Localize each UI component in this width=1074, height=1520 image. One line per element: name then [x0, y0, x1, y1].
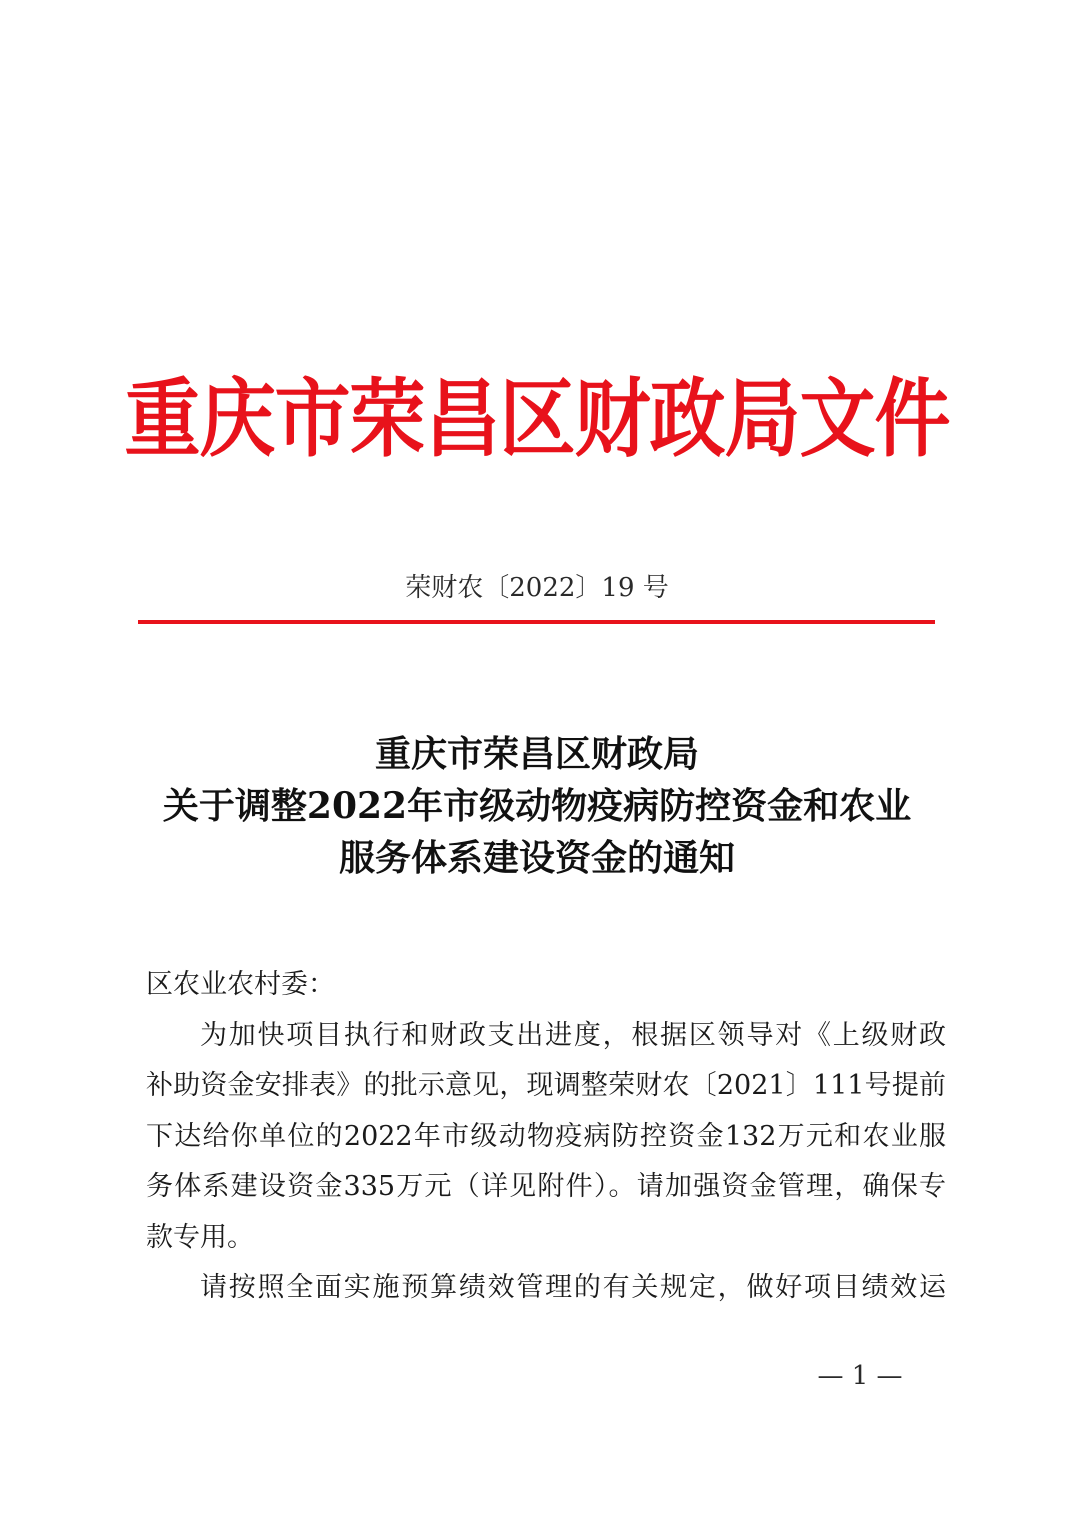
paragraph-line: 务体系建设资金335万元（详见附件）。请加强资金管理，确保专: [146, 1171, 946, 1202]
notice-title-line: 服务体系建设资金的通知: [338, 837, 735, 879]
paragraph-line: 款专用。: [146, 1221, 254, 1253]
paragraph-line: 补助资金安排表》的批示意见，现调整荣财农〔2021〕111号提前: [146, 1070, 946, 1101]
paragraph-1: [146, 1011, 946, 1264]
notice-title-line: 关于调整2022年市级动物疫病防控资金和农业: [162, 785, 912, 827]
red-separator-line: [138, 620, 935, 624]
notice-title-line: 重庆市荣昌区财政局: [374, 733, 699, 775]
salutation: 区农业农村委：: [146, 969, 335, 1000]
paragraph-2: [146, 1263, 946, 1314]
notice-title: [100, 728, 974, 884]
paragraph-line: 请按照全面实施预算绩效管理的有关规定，做好项目绩效运: [200, 1272, 946, 1303]
document-body: [146, 960, 946, 1314]
page-number: — 1 —: [817, 1361, 903, 1391]
document-number: 荣财农〔2022〕19 号: [405, 573, 669, 603]
paragraph-line: 为加快项目执行和财政支出进度，根据区领导对《上级财政: [200, 1019, 946, 1051]
paragraph-line: 下达给你单位的2022年市级动物疫病防控资金132万元和农业服: [146, 1120, 946, 1152]
document-header-title: 重庆市荣昌区财政局文件: [124, 369, 950, 469]
